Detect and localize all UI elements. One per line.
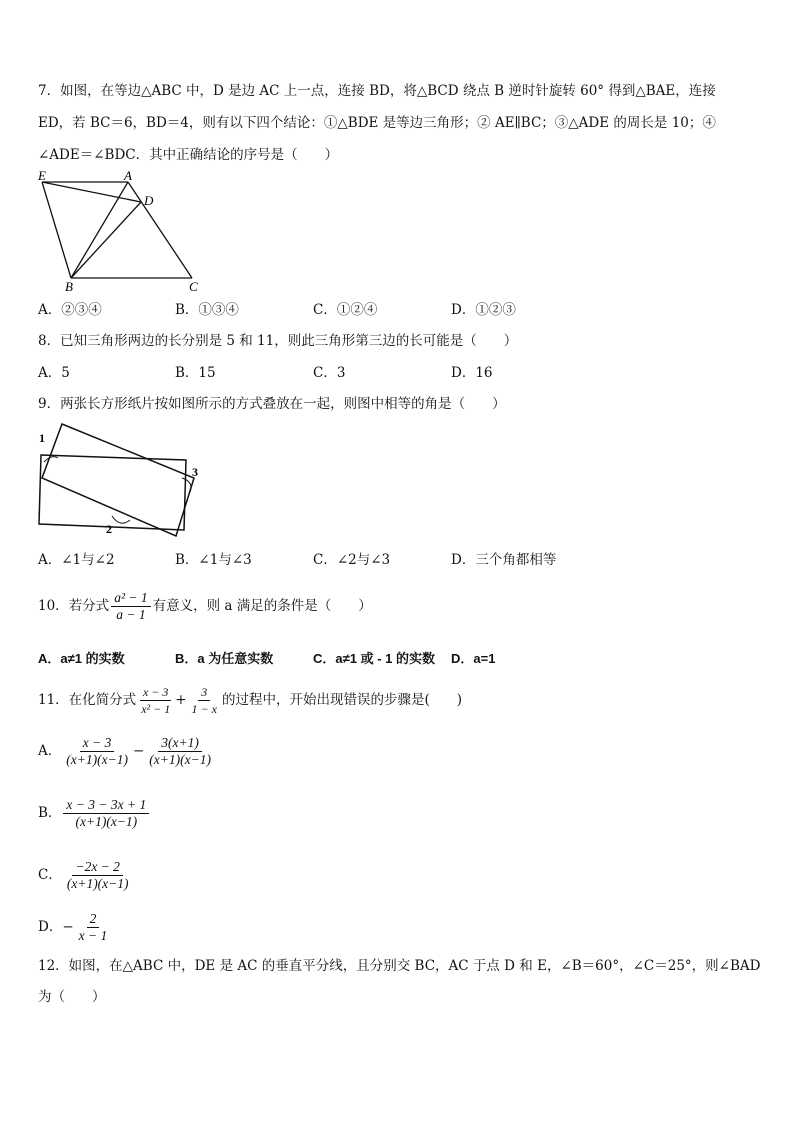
q7-option-d: D．①②③ <box>451 302 516 318</box>
q7-label-a: A <box>124 168 132 183</box>
q11-option-a-fraction-2 <box>146 735 214 768</box>
q11-option-b-num: x − 3 − 3x + 1 <box>63 797 149 814</box>
q11-option-a <box>38 733 216 769</box>
q11-prefix: 11．在化简分式 <box>38 692 137 708</box>
q9-angle-arc-2 <box>112 516 130 523</box>
q10-option-a: A．a≠1 的实数 <box>38 651 125 666</box>
q9-label-1: 1 <box>39 431 45 445</box>
q11-option-d-den: x − 1 <box>78 928 108 943</box>
q7-label-c: C <box>189 279 198 293</box>
q8-text: 8．已知三角形两边的长分别是 5 和 11，则此三角形第三边的长可能是（ ） <box>38 333 518 349</box>
q10-option-b: B．a 为任意实数 <box>175 651 274 666</box>
q7-figure <box>34 168 214 293</box>
q11-option-a-den-2: (x+1)(x−1) <box>149 752 211 767</box>
q11-fraction-2 <box>189 684 220 717</box>
q8-option-c: C．3 <box>313 365 346 381</box>
q12-text-line-1: 12．如图，在△ABC 中，DE 是 AC 的垂直平分线，且分别交 BC，AC 于点 D 和 E，∠B＝60°，∠C＝25°，则∠BAD <box>38 958 761 974</box>
q9-text: 9．两张长方形纸片按如图所示的方式叠放在一起，则图中相等的角是（ ） <box>38 396 506 412</box>
q11-option-b <box>38 795 151 831</box>
q11-option-a-den-1: (x+1)(x−1) <box>66 752 128 767</box>
q11-option-b-den: (x+1)(x−1) <box>75 814 138 829</box>
q7-seg-ab <box>71 182 128 278</box>
q9-label-2: 2 <box>106 522 112 536</box>
q11-text <box>38 682 462 718</box>
q9-option-c: C．∠2与∠3 <box>313 552 391 568</box>
q11-fraction-1-denominator: x² − 1 <box>141 702 171 716</box>
q11-option-a-fraction-1 <box>63 735 131 768</box>
q11-option-d-sign: − <box>62 919 74 935</box>
q11-option-c-label: C． <box>38 867 62 883</box>
q7-option-a: A．②③④ <box>38 302 102 318</box>
q11-option-c <box>38 857 134 893</box>
q11-option-c-num: −2x − 2 <box>72 859 122 876</box>
q11-option-c-den: (x+1)(x−1) <box>66 876 129 891</box>
q9-option-b: B．∠1与∠3 <box>175 552 252 568</box>
q7-option-c: C．①②④ <box>313 302 378 318</box>
q9-angle-arc-1 <box>44 457 58 462</box>
q10-text <box>38 588 372 624</box>
q7-text-line-2: ED，若 BC＝6，BD＝4，则有以下四个结论：①△BDE 是等边三角形；② AE∥BC；③△ADE 的周长是 10；④ <box>38 115 716 131</box>
q7-text-line-1: 7．如图，在等边△ABC 中，D 是边 AC 上一点，连接 BD，将△BCD 绕点 B 逆时针旋转 60° 得到△BAE，连接 <box>38 83 716 99</box>
q10-fraction <box>111 590 150 623</box>
q7-seg-ac <box>128 182 192 278</box>
q9-option-a: A．∠1与∠2 <box>38 552 115 568</box>
q11-option-a-label: A． <box>38 743 62 759</box>
q7-label-e: E <box>38 168 46 183</box>
q7-option-b: B．①③④ <box>175 302 239 318</box>
q11-option-b-label: B． <box>38 805 62 821</box>
q8-option-d: D．16 <box>451 365 493 381</box>
q11-option-a-num-1: x − 3 <box>80 735 115 752</box>
q11-option-a-num-2: 3(x+1) <box>158 735 202 752</box>
q11-fraction-2-denominator: 1 − x <box>191 702 217 716</box>
q10-fraction-numerator: a² − 1 <box>111 590 150 607</box>
q11-option-c-fraction <box>64 859 132 892</box>
q7-seg-bd <box>71 202 141 278</box>
q10-option-d: D．a=1 <box>451 651 496 666</box>
q7-label-d: D <box>144 193 154 208</box>
q7-seg-eb <box>42 182 71 278</box>
q10-option-c: C．a≠1 或 - 1 的实数 <box>313 651 435 666</box>
q7-text-line-3: ∠ADE＝∠BDC．其中正确结论的序号是（ ） <box>38 147 339 163</box>
q11-option-d-label: D． <box>38 919 63 935</box>
q11-option-b-fraction <box>63 797 149 830</box>
q11-fraction-2-numerator: 3 <box>198 684 210 701</box>
q11-option-d-fraction <box>76 911 111 944</box>
q11-fraction-1-numerator: x − 3 <box>140 684 171 701</box>
q11-option-a-operator: − <box>132 743 145 759</box>
q11-fraction-1 <box>138 684 173 717</box>
q12-text-line-2: 为（ ） <box>38 989 106 1005</box>
q10-suffix: 有意义，则 a 满足的条件是（ ） <box>152 598 372 614</box>
q9-label-3: 3 <box>192 465 198 479</box>
q11-option-d-num: 2 <box>87 911 100 928</box>
q9-option-d: D．三个角都相等 <box>451 552 557 568</box>
q7-label-b: B <box>65 279 73 293</box>
q8-option-a: A．5 <box>38 365 70 381</box>
q11-plus: + <box>175 692 187 708</box>
q11-suffix: 的过程中，开始出现错误的步骤是( ) <box>221 692 463 708</box>
q9-rectangle-tilted <box>42 424 194 536</box>
q11-option-d <box>38 909 112 945</box>
q10-prefix: 10．若分式 <box>38 598 110 614</box>
q10-fraction-denominator: a − 1 <box>116 607 146 622</box>
q9-figure <box>34 420 209 540</box>
q8-option-b: B．15 <box>175 365 216 381</box>
